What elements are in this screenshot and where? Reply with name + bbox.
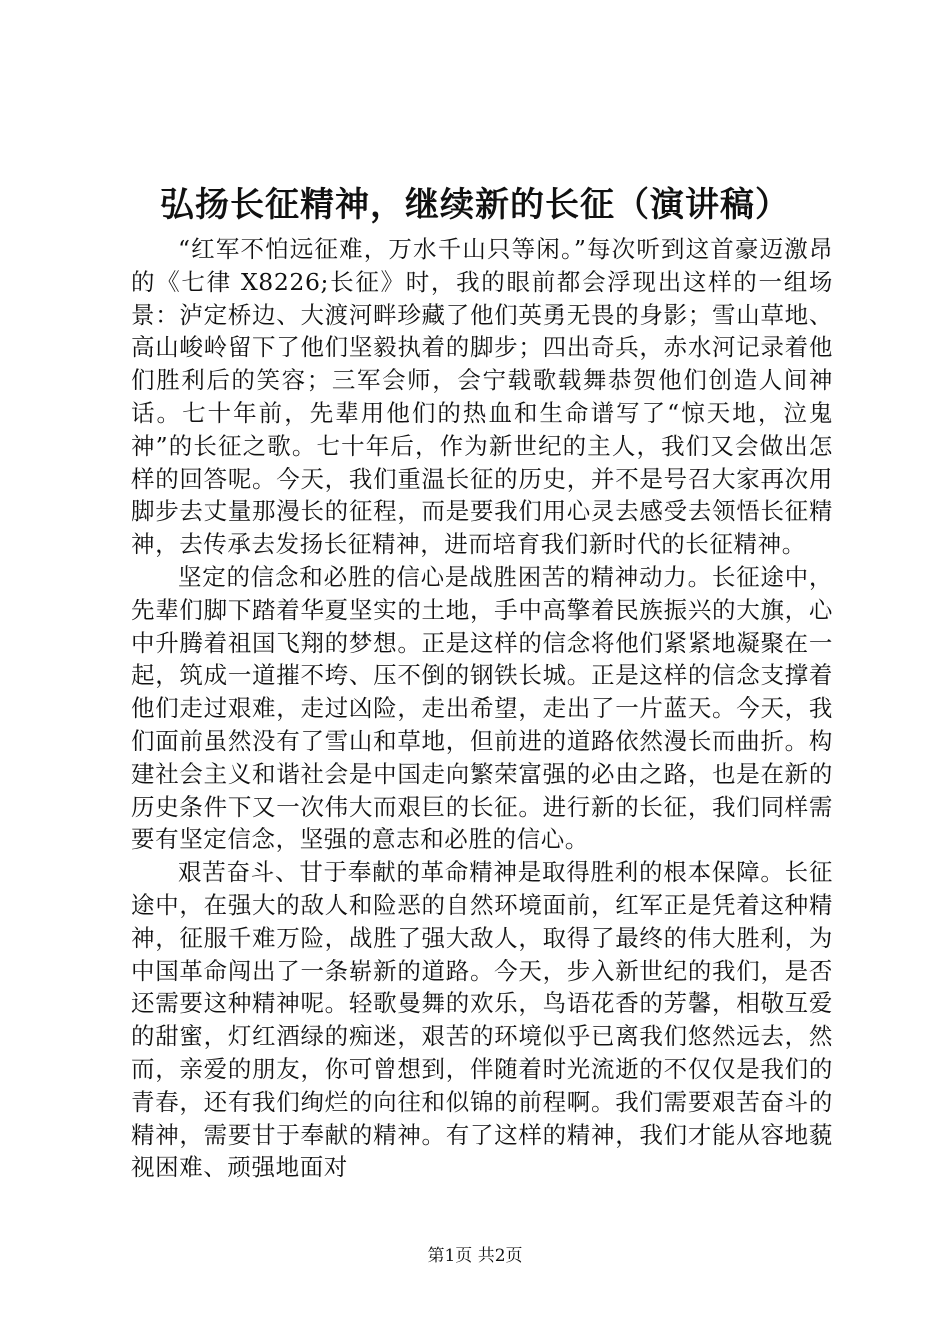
paragraph-3: 艰苦奋斗、甘于奉献的革命精神是取得胜利的根本保障。长征途中，在强大的敌人和险恶的自然环境面前，红军正是凭着这种精神，征服千难万险，战胜了强大敌人，取得了最终的伟大胜利，为中国革命闯出了一条崭新的道路。今天，步入新世纪的我们，是否还需要这种精神呢。轻歌曼舞的欢乐，鸟语花香的芳馨，相敬互爱的甜蜜，灯红酒绿的痴迷，艰苦的环境似乎已离我们悠然远去，然而，亲爱的朋友，你可曾想到，伴随着时光流逝的不仅仅是我们的青春，还有我们绚烂的向往和似锦的前程啊。我们需要艰苦奋斗的精神，需要甘于奉献的精神。有了这样的精神，我们才能从容地藐视困难、顽强地面对 [131, 858, 833, 1182]
paragraph-1: “红军不怕远征难，万水千山只等闲。”每次听到这首豪迈激昂的《七律 X8226;长征》时，我的眼前都会浮现出这样的一组场景：泸定桥边、大渡河畔珍藏了他们英勇无畏的身影；雪山草地、高山峻岭留下了他们坚毅执着的脚步；四出奇兵，赤水河记录着他们胜利后的笑容；三军会师，会宁载歌载舞恭贺他们创造人间神话。七十年前，先辈用他们的热血和生命谱写了“惊天地，泣鬼神”的长征之歌。七十年后，作为新世纪的主人，我们又会做出怎样的回答呢。今天，我们重温长征的历史，并不是号召大家再次用脚步去丈量那漫长的征程，而是要我们用心灵去感受去领悟长征精神，去传承去发扬长征精神，进而培育我们新时代的长征精神。 [131, 235, 833, 559]
document-body [131, 233, 833, 1184]
document-title: 弘扬长征精神，继续新的长征（演讲稿） [160, 185, 790, 225]
page-number-footer: 第1页 共2页 [427, 1246, 523, 1266]
paragraph-2: 坚定的信念和必胜的信心是战胜困苦的精神动力。长征途中，先辈们脚下踏着华夏坚实的土地，手中高擎着民族振兴的大旗，心中升腾着祖国飞翔的梦想。正是这样的信念将他们紧紧地凝聚在一起，筑成一道摧不垮、压不倒的钢铁长城。正是这样的信念支撑着他们走过艰难，走过凶险，走出希望，走出了一片蓝天。今天，我们面前虽然没有了雪山和草地，但前进的道路依然漫长而曲折。构建社会主义和谐社会是中国走向繁荣富强的必由之路，也是在新的历史条件下又一次伟大而艰巨的长征。进行新的长征，我们同样需要有坚定信念，坚强的意志和必胜的信心。 [131, 562, 833, 854]
